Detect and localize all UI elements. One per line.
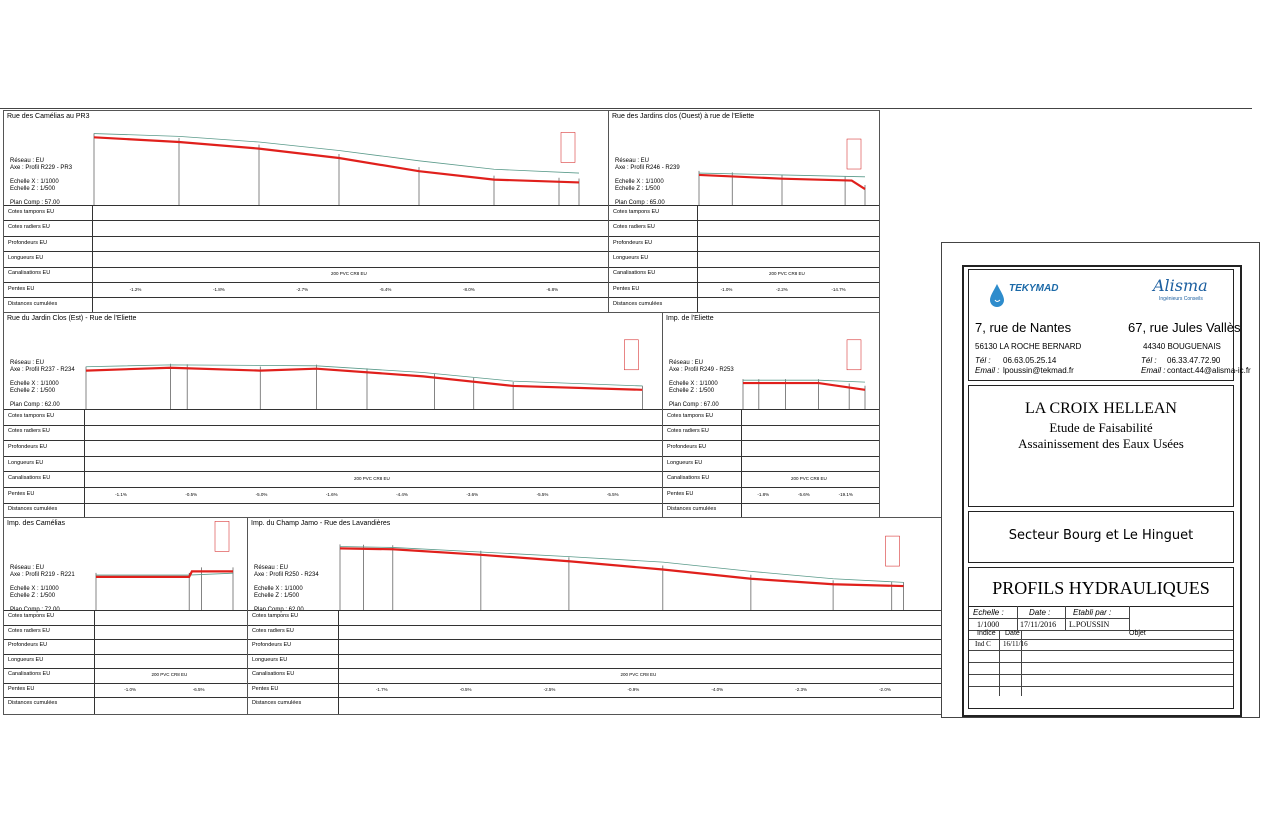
email-left: lpoussin@tekmad.fr — [1003, 366, 1074, 375]
table-row-border — [4, 639, 247, 640]
table-row-label: Longueurs EU — [8, 459, 44, 466]
title-block-frame — [962, 265, 1251, 717]
indice-value: Ind C — [975, 640, 991, 648]
sheet-meta-line: Axe : Profil R246 - R239 — [615, 165, 680, 171]
pente-value: -5.6% — [798, 491, 810, 497]
profile-table — [663, 409, 879, 519]
etabli-label: Etabli par : — [1073, 608, 1112, 617]
sheet-meta-line: Axe : Profil R229 - PR3 — [10, 165, 73, 171]
canalisation-value: 200 PVC CR8 EU — [620, 672, 657, 678]
profile-plot — [609, 111, 879, 205]
table-row-border — [248, 654, 941, 655]
profile-table — [4, 610, 247, 714]
sheet-title: Rue du Jardin Clos (Est) - Rue de l'Eliette — [7, 315, 137, 322]
sheet-meta-line: Plan Comp : 57.00 — [10, 200, 60, 206]
sheet-title: Imp. du Champ Jamo - Rue des Lavandières — [251, 520, 391, 527]
profile-sheet-imp-camelias — [3, 517, 248, 715]
sheet-meta-line: Réseau : EU — [10, 360, 45, 366]
indice-label: Indice — [977, 630, 996, 637]
pente-value: -1.0% — [720, 286, 733, 292]
pente-value: -0.5% — [185, 491, 198, 497]
date2-label: Date — [1005, 630, 1020, 637]
profile-sheet-jardin-clos-est — [3, 312, 663, 520]
pente-value: -1.1% — [115, 491, 127, 497]
pente-value: -4.4% — [396, 491, 408, 497]
pente-value: -0.9% — [627, 686, 640, 692]
table-row-border — [248, 610, 941, 611]
table-row-border — [609, 267, 879, 268]
table-row-border — [4, 456, 662, 457]
annotation-box — [624, 340, 638, 370]
pipe-line — [94, 137, 579, 182]
table-row-label: Cotes tampons EU — [252, 613, 299, 620]
pente-value: -2.2% — [776, 286, 788, 292]
pente-value: -14.7% — [831, 286, 846, 292]
pente-value: -1.8% — [213, 286, 225, 292]
table-row-label: Pentes EU — [667, 490, 694, 497]
table-row-border — [4, 425, 662, 426]
table-row-label: Pentes EU — [8, 490, 35, 497]
profile-plot — [663, 313, 879, 409]
alisma-logo-text: Alisma — [1153, 276, 1208, 295]
etabli-value: L.POUSSIN — [1069, 620, 1110, 629]
table-row-border — [609, 282, 879, 283]
table-row-border — [248, 625, 941, 626]
sheet-meta-line: Echelle Z : 1/500 — [615, 186, 661, 192]
table-row-border — [4, 409, 662, 410]
table-row-label: Pentes EU — [252, 685, 279, 692]
table-row-border — [4, 251, 608, 252]
annotation-box — [847, 340, 861, 370]
sector-title: Secteur Bourg et Le Hinguet — [1008, 528, 1194, 543]
table-row-border — [609, 236, 879, 237]
sheet-meta-line: Axe : Profil R219 - R221 — [10, 572, 75, 578]
annotation-box — [561, 132, 575, 162]
profile-sheet-imp-eliette — [662, 312, 880, 520]
project-title: LA CROIX HELLEAN — [1025, 400, 1177, 417]
table-row-label: Cotes radiers EU — [613, 224, 655, 231]
table-row-label: Cotes radiers EU — [667, 428, 709, 435]
table-row-label: Canalisations EU — [8, 475, 51, 482]
table-row-border — [4, 236, 608, 237]
sheet-meta-line: Echelle X : 1/1000 — [10, 179, 59, 185]
table-row-label: Pentes EU — [8, 685, 35, 692]
pente-value: -5.0% — [255, 491, 268, 497]
profile-plot — [4, 313, 662, 409]
table-row-label: Cotes radiers EU — [8, 224, 50, 231]
table-row-border — [609, 251, 879, 252]
date-value: 17/11/2016 — [1020, 620, 1057, 629]
pente-value: -2.0% — [879, 686, 891, 692]
sheet-title: Rue des Jardins clos (Ouest) à rue de l'Eliette — [612, 113, 755, 120]
sheet-meta-line: Plan Comp : 67.00 — [669, 402, 719, 408]
terrain-line — [96, 573, 233, 575]
project-box — [968, 385, 1234, 507]
sheet-meta-line: Plan Comp : 72.00 — [10, 607, 60, 613]
profile-sheet-jardins-clos-ouest — [608, 110, 880, 314]
table-row-border — [4, 683, 247, 684]
table-row-border — [663, 487, 879, 488]
table-row-label: Canalisations EU — [252, 671, 295, 678]
profile-plot — [248, 518, 941, 610]
alisma-logo — [1139, 276, 1229, 310]
table-row-label: Canalisations EU — [8, 671, 51, 678]
city-left: 56130 LA ROCHE BERNARD — [975, 342, 1082, 351]
sheet-meta-line: Réseau : EU — [669, 360, 704, 366]
pente-value: -3.6% — [466, 491, 479, 497]
table-row-border — [4, 471, 662, 472]
table-row-border — [663, 456, 879, 457]
table-row-border — [4, 503, 662, 504]
companies-box — [968, 269, 1251, 381]
profile-table — [4, 409, 662, 519]
pente-value: -1.7% — [375, 686, 388, 692]
table-row-border — [4, 697, 247, 698]
pente-value: -5.4% — [379, 286, 392, 292]
tekmad-logo-text: TEKYMAD — [1009, 283, 1059, 294]
sheet-meta-line: Echelle Z : 1/500 — [254, 593, 300, 599]
pente-value: -1.8% — [757, 491, 770, 497]
pente-value: -4.0% — [711, 686, 724, 692]
table-row-label: Profondeurs EU — [667, 444, 707, 450]
table-divider — [94, 610, 95, 714]
profile-sheet-camelias-pr3 — [3, 110, 609, 314]
date-label: Date : — [1029, 608, 1051, 617]
address-right: 67, rue Jules Vallès — [1128, 320, 1241, 335]
canalisation-value: 200 PVC CR8 EU — [769, 271, 805, 277]
table-row-border — [4, 610, 247, 611]
sheet-meta-line: Axe : Profil R237 - R234 — [10, 367, 75, 373]
table-row-label: Distances cumulées — [8, 301, 58, 308]
table-row-border — [4, 487, 662, 488]
profile-plot — [4, 518, 247, 610]
sheet-meta-line: Réseau : EU — [10, 158, 45, 164]
pente-value: -5.5% — [536, 491, 549, 497]
annotation-box — [847, 139, 861, 169]
terrain-line — [743, 380, 865, 382]
table-row-border — [248, 697, 941, 698]
echelle-value: 1/1000 — [977, 620, 1000, 629]
table-row-label: Cotes tampons EU — [8, 412, 55, 419]
drawing-title: PROFILS HYDRAULIQUES — [992, 578, 1210, 598]
pente-value: -1.6% — [325, 491, 338, 497]
table-row-border — [609, 220, 879, 221]
table-row-border — [663, 471, 879, 472]
pente-value: -6.8% — [546, 286, 559, 292]
table-row-border — [663, 503, 879, 504]
pente-value: -6.5% — [192, 686, 205, 692]
pente-value: -2.3% — [795, 686, 807, 692]
tel-left: 06.63.05.25.14 — [1003, 356, 1057, 365]
table-row-label: Canalisations EU — [613, 270, 656, 277]
table-row-label: Longueurs EU — [667, 459, 703, 466]
sheet-meta-line: Réseau : EU — [254, 565, 289, 571]
table-row-border — [4, 282, 608, 283]
table-row-label: Profondeurs EU — [613, 239, 653, 246]
sheet-meta-line: Echelle Z : 1/500 — [10, 593, 56, 599]
table-row-label: Distances cumulées — [613, 301, 663, 308]
table-row-label: Cotes tampons EU — [8, 613, 55, 620]
terrain-line — [94, 134, 579, 173]
table-row-border — [248, 668, 941, 669]
annotation-box — [215, 521, 229, 551]
table-row-label: Pentes EU — [8, 285, 35, 292]
table-row-border — [4, 267, 608, 268]
table-row-label: Longueurs EU — [252, 656, 288, 663]
sheet-meta-line: Echelle Z : 1/500 — [10, 186, 56, 192]
pipe-line — [86, 368, 642, 390]
top-rule — [0, 108, 1252, 109]
sheet-meta-line: Echelle Z : 1/500 — [669, 388, 715, 394]
table-row-label: Profondeurs EU — [252, 642, 292, 649]
table-row-border — [609, 205, 879, 206]
pente-value: -2.7% — [296, 286, 309, 292]
pente-value: -0.5% — [459, 686, 472, 692]
pipe-line — [743, 383, 865, 390]
tekmad-logo — [987, 280, 1057, 310]
sheet-meta-line: Echelle X : 1/1000 — [254, 586, 303, 592]
table-row-border — [663, 409, 879, 410]
study-line-1: Etude de Faisabilité — [1049, 420, 1153, 435]
profile-sheet-champ-jamo — [247, 517, 942, 715]
email-left-label: Email : — [975, 366, 1000, 375]
pente-value: -1.2% — [129, 286, 142, 292]
pente-value: -2.5% — [543, 686, 556, 692]
table-row-border — [663, 440, 879, 441]
sheet-meta-line: Echelle X : 1/1000 — [10, 586, 59, 592]
table-row-label: Longueurs EU — [8, 656, 44, 663]
table-row-border — [4, 668, 247, 669]
table-row-label: Distances cumulées — [8, 700, 58, 707]
tel-left-label: Tél : — [975, 356, 991, 365]
table-row-label: Profondeurs EU — [8, 444, 48, 450]
canalisation-value: 200 PVC CR8 EU — [151, 672, 188, 678]
table-divider — [338, 610, 339, 714]
email-right-label: Email : — [1141, 366, 1166, 375]
table-row-label: Profondeurs EU — [8, 642, 48, 649]
table-row-label: Cotes tampons EU — [667, 412, 714, 419]
study-line-2: Assainissement des Eaux Usées — [1018, 436, 1184, 451]
sheet-title: Imp. de l'Eliette — [666, 315, 714, 322]
canalisation-value: 200 PVC CR8 EU — [791, 476, 827, 482]
table-row-label: Cotes radiers EU — [8, 627, 50, 634]
table-row-label: Cotes radiers EU — [252, 627, 294, 634]
table-row-border — [248, 683, 941, 684]
table-row-label: Cotes radiers EU — [8, 428, 50, 435]
table-row-border — [4, 205, 608, 206]
table-row-label: Canalisations EU — [8, 270, 51, 277]
table-row-label: Canalisations EU — [667, 475, 710, 482]
city-right: 44340 BOUGUENAIS — [1143, 342, 1221, 351]
canalisation-value: 200 PVC CR8 EU — [354, 476, 390, 482]
sheet-meta-line: Axe : Profil R250 - R234 — [254, 572, 319, 578]
table-row-border — [4, 297, 608, 298]
table-divider — [92, 205, 93, 313]
sheet-meta-line: Echelle X : 1/1000 — [669, 381, 718, 387]
table-divider — [84, 409, 85, 519]
tel-right-label: Tél : — [1141, 356, 1157, 365]
sheet-meta-line: Echelle Z : 1/500 — [10, 388, 56, 394]
date2-value: 16/11/16 — [1003, 640, 1028, 648]
sheet-meta-line: Echelle X : 1/1000 — [615, 179, 664, 185]
pente-value: -8.0% — [463, 286, 475, 292]
email-right: contact.44@alisma-ic.fr — [1167, 366, 1251, 375]
profile-plot — [4, 111, 608, 205]
table-divider — [741, 409, 742, 519]
canalisation-value: 200 PVC CR8 EU — [331, 271, 367, 277]
table-row-border — [663, 425, 879, 426]
table-row-label: Longueurs EU — [613, 254, 649, 261]
title-block — [941, 242, 1260, 718]
table-row-label: Cotes tampons EU — [613, 208, 660, 215]
table-row-label: Longueurs EU — [8, 254, 44, 261]
profile-table — [248, 610, 941, 714]
pente-value: -5.5% — [606, 491, 619, 497]
sheet-meta-line: Echelle X : 1/1000 — [10, 381, 59, 387]
profile-table — [4, 205, 608, 313]
table-row-label: Distances cumulées — [8, 506, 58, 513]
echelle-label: Echelle : — [973, 608, 1004, 617]
table-row-border — [4, 625, 247, 626]
objet-label: Objet — [1129, 630, 1146, 637]
pipe-line — [340, 548, 904, 586]
sheet-meta-line: Axe : Profil R249 - R253 — [669, 367, 734, 373]
sector-box — [968, 511, 1234, 563]
table-row-border — [248, 639, 941, 640]
table-row-label: Pentes EU — [613, 285, 640, 292]
sheet-title: Imp. des Camélias — [7, 520, 65, 527]
sheet-title: Rue des Camélias au PR3 — [7, 113, 90, 120]
address-left: 7, rue de Nantes — [975, 320, 1072, 335]
table-row-border — [4, 440, 662, 441]
profile-table — [609, 205, 879, 313]
table-row-border — [609, 297, 879, 298]
table-row-label: Distances cumulées — [252, 700, 302, 707]
table-row-label: Profondeurs EU — [8, 239, 48, 246]
table-row-border — [4, 654, 247, 655]
sheet-meta-line: Réseau : EU — [615, 158, 650, 164]
alisma-logo-sub: Ingénieurs Conseils — [1159, 296, 1203, 302]
tel-right: 06.33.47.72.90 — [1167, 356, 1221, 365]
pente-value: -19.1% — [838, 491, 853, 497]
sheet-meta-line: Plan Comp : 62.00 — [254, 607, 304, 613]
sheet-meta-line: Plan Comp : 62.00 — [10, 402, 60, 408]
annotation-box — [886, 536, 900, 566]
drawing-box — [968, 567, 1234, 709]
sheet-meta-line: Réseau : EU — [10, 565, 45, 571]
sheet-meta-line: Plan Comp : 65.00 — [615, 200, 665, 206]
table-row-label: Cotes tampons EU — [8, 208, 55, 215]
pente-value: -1.0% — [124, 686, 137, 692]
table-row-border — [4, 220, 608, 221]
table-row-label: Distances cumulées — [667, 506, 717, 513]
table-divider — [697, 205, 698, 313]
